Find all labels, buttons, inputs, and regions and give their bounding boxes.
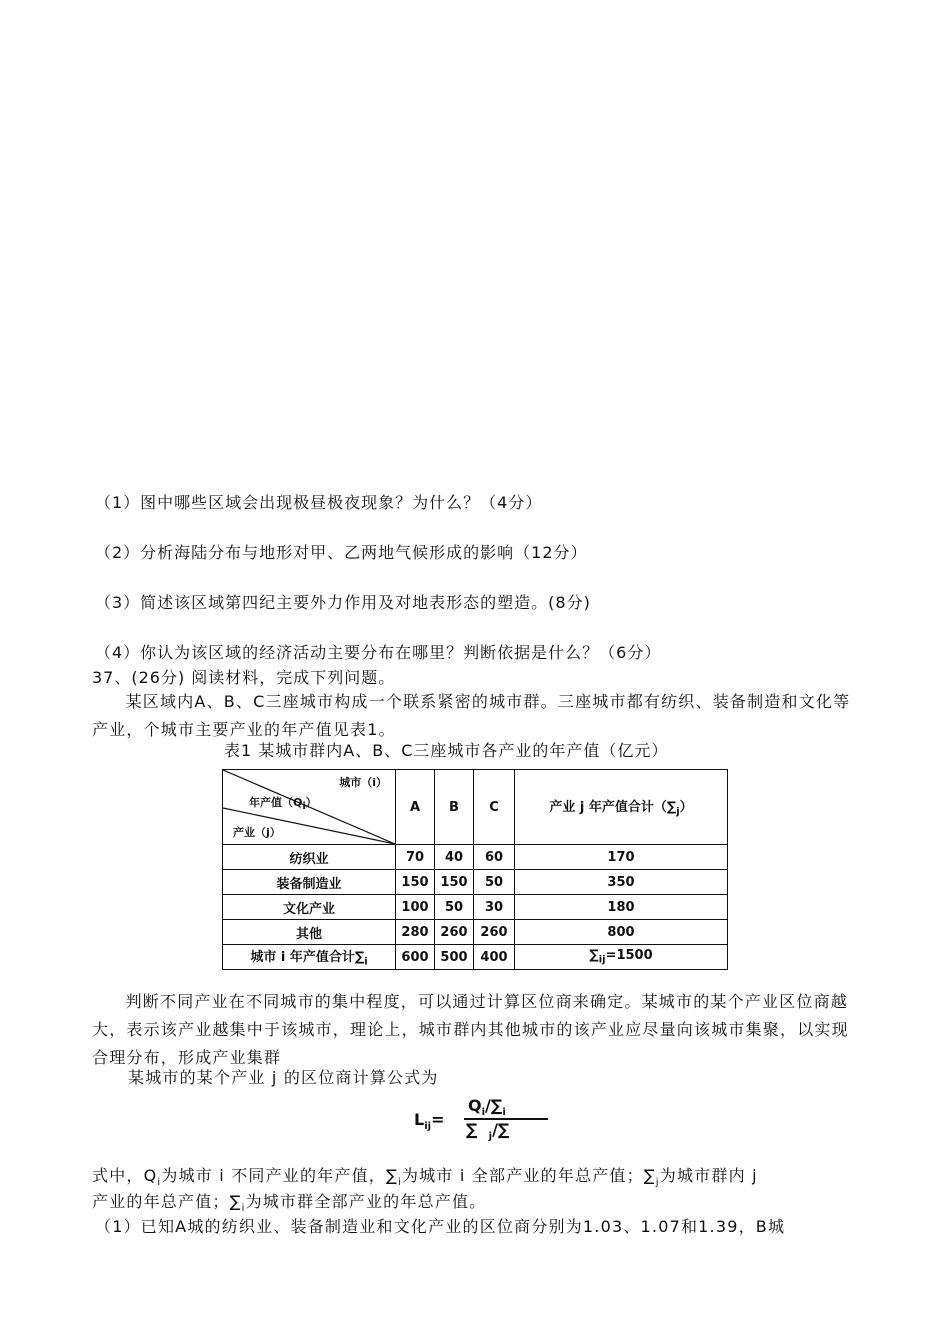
formula-explanation-line-1: 式中，$Q_i$为城市 i 不同产业的年产值，$\sum_i$为城市 i 全部产业的年总产值；$\sum_j$为城市群内 j bbox=[92, 1166, 758, 1189]
formula-explanation-line-2: 产业的年总产值；$\sum_i$为城市群全部产业的年总产值。 bbox=[92, 1192, 487, 1215]
cell-b: 50 bbox=[435, 895, 474, 920]
formula-denominator: ∑ $_j$/∑ bbox=[466, 1120, 510, 1143]
table-row bbox=[223, 845, 728, 870]
question-1: （1）图中哪些区域会出现极昼极夜现象？为什么？（4分） bbox=[95, 493, 543, 512]
corner-value-label: 年产值$(Q_i)$ bbox=[249, 796, 317, 813]
intro-paragraph: 某区域内A、B、C三座城市构成一个联系紧密的城市群。三座城市都有纺织、装备制造和文化等产业，个城市主要产业的年产值见表1。 bbox=[92, 692, 851, 739]
paragraph-3: 某城市的某个产业 j 的区位商计算公式为 bbox=[128, 1068, 439, 1087]
cell-a: 70 bbox=[396, 845, 435, 870]
col-header-c: C bbox=[474, 770, 515, 845]
table-corner-header bbox=[223, 770, 396, 845]
question-2: （2）分析海陆分布与地形对甲、乙两地气候形成的影响（12分） bbox=[95, 543, 588, 562]
sum-a: 600 bbox=[396, 945, 435, 970]
table-row bbox=[223, 870, 728, 895]
cell-total: 170 bbox=[515, 845, 728, 870]
cell-b: 150 bbox=[435, 870, 474, 895]
sum-row-name: 城市 i 年产值合计$\sum_i$ bbox=[223, 945, 396, 970]
question-37-1: （1）已知A城的纺织业、装备制造业和文化产业的区位商分别为1.03、1.07和1.39，B城 bbox=[95, 1217, 786, 1236]
col-header-b: B bbox=[435, 770, 474, 845]
row-name: 装备制造业 bbox=[223, 870, 396, 895]
cell-total: 800 bbox=[515, 920, 728, 945]
paragraph-2: 判断不同产业在不同城市的集中程度，可以通过计算区位商来确定。某城市的某个产业区位商越大，表示该产业越集中于该城市，理论上，城市群内其他城市的该产业应尽量向该城市集聚，以实现合理分布，形成产业集群 bbox=[92, 992, 849, 1067]
table-row bbox=[223, 895, 728, 920]
formula-lhs: $L_{ij}=$ bbox=[414, 1110, 445, 1133]
table-row bbox=[223, 920, 728, 945]
cell-a: 280 bbox=[396, 920, 435, 945]
col-header-a: A bbox=[396, 770, 435, 845]
row-name: 其他 bbox=[223, 920, 396, 945]
sum-total: $\sum_{ij}=1500$ bbox=[515, 945, 728, 970]
table-sum-row bbox=[223, 945, 728, 970]
sum-c: 400 bbox=[474, 945, 515, 970]
row-name: 纺织业 bbox=[223, 845, 396, 870]
q37-heading: 37、(26分) 阅读材料，完成下列问题。 bbox=[92, 668, 396, 687]
corner-industry-label: 产业（j） bbox=[233, 826, 281, 839]
cell-total: 180 bbox=[515, 895, 728, 920]
cell-a: 100 bbox=[396, 895, 435, 920]
row-name: 文化产业 bbox=[223, 895, 396, 920]
cell-c: 260 bbox=[474, 920, 515, 945]
cell-c: 60 bbox=[474, 845, 515, 870]
cell-b: 40 bbox=[435, 845, 474, 870]
sum-b: 500 bbox=[435, 945, 474, 970]
output-table bbox=[222, 769, 728, 970]
table-caption: 表1 某城市群内A、B、C三座城市各产业的年产值（亿元） bbox=[224, 741, 669, 760]
cell-a: 150 bbox=[396, 870, 435, 895]
corner-city-label: 城市（i） bbox=[339, 776, 387, 789]
formula-numerator: $Q_i/\sum_i$ bbox=[468, 1096, 506, 1119]
cell-c: 50 bbox=[474, 870, 515, 895]
question-4: （4）你认为该区域的经济活动主要分布在哪里？判断依据是什么？（6分） bbox=[95, 643, 662, 662]
col-header-total: 产业 j 年产值合计$(\sum_j)$ bbox=[515, 770, 728, 845]
cell-total: 350 bbox=[515, 870, 728, 895]
cell-c: 30 bbox=[474, 895, 515, 920]
cell-b: 260 bbox=[435, 920, 474, 945]
question-3: （3）简述该区域第四纪主要外力作用及对地表形态的塑造。(8分) bbox=[95, 593, 591, 612]
